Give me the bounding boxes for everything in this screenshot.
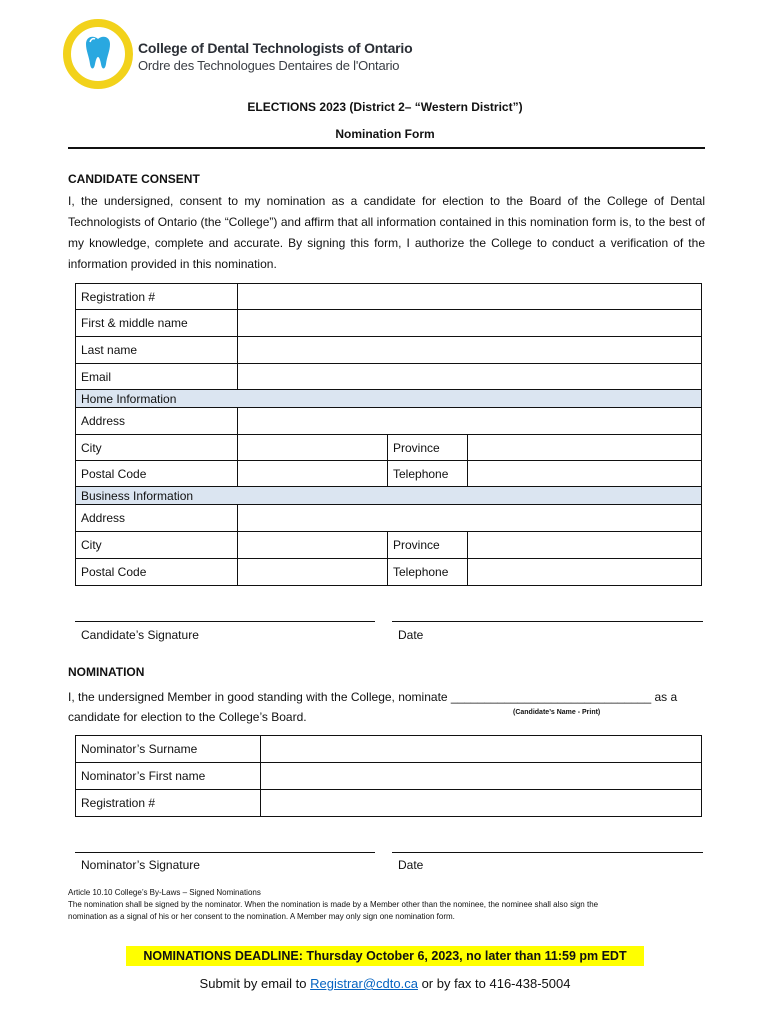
home-telephone-label: Telephone <box>388 461 468 487</box>
nominator-surname-label: Nominator’s Surname <box>76 736 261 763</box>
business-information-header: Business Information <box>76 487 702 505</box>
business-city-label: City <box>76 532 238 559</box>
tooth-icon <box>62 18 134 90</box>
business-address-label: Address <box>76 505 238 532</box>
nominator-first-name-label: Nominator’s First name <box>76 763 261 790</box>
nominations-deadline: NOMINATIONS DEADLINE: Thursday October 6, 2023, no later than 11:59 pm EDT <box>126 946 644 966</box>
nomination-heading: NOMINATION <box>68 665 145 679</box>
home-city-field[interactable] <box>238 435 388 461</box>
home-province-field[interactable] <box>468 435 702 461</box>
nominator-registration-label: Registration # <box>76 790 261 817</box>
form-title: Nomination Form <box>335 127 435 141</box>
last-name-label: Last name <box>76 337 238 364</box>
business-telephone-field[interactable] <box>468 559 702 586</box>
candidate-signature-label: Candidate’s Signature <box>81 628 199 642</box>
business-city-field[interactable] <box>238 532 388 559</box>
nomination-text-line1: I, the undersigned Member in good standing with the College, nominate ______________________________ as a <box>68 690 678 704</box>
home-postal-code-label: Postal Code <box>76 461 238 487</box>
email-label: Email <box>76 364 238 390</box>
home-postal-code-field[interactable] <box>238 461 388 487</box>
home-information-header: Home Information <box>76 390 702 408</box>
home-province-label: Province <box>388 435 468 461</box>
business-province-field[interactable] <box>468 532 702 559</box>
election-title: ELECTIONS 2023 (District 2– “Western District”) <box>247 100 523 114</box>
first-middle-name-field[interactable] <box>238 310 702 337</box>
nominator-signature-label: Nominator’s Signature <box>81 858 200 872</box>
bylaw-text-line2: nomination as a signal of his or her consent to the nomination. A Member may only sign one nomination form. <box>68 912 455 921</box>
registration-field[interactable] <box>238 284 702 310</box>
submit-instructions <box>0 976 770 991</box>
business-address-field[interactable] <box>238 505 702 532</box>
candidate-signature-line[interactable] <box>75 621 375 622</box>
business-province-label: Province <box>388 532 468 559</box>
candidate-date-label: Date <box>398 628 424 642</box>
home-city-label: City <box>76 435 238 461</box>
home-address-field[interactable] <box>238 408 702 435</box>
business-postal-code-field[interactable] <box>238 559 388 586</box>
bylaw-title: Article 10.10 College’s By-Laws – Signed Nominations <box>68 888 261 897</box>
business-telephone-label: Telephone <box>388 559 468 586</box>
candidate-date-line[interactable] <box>392 621 703 622</box>
nominator-signature-line[interactable] <box>75 852 375 853</box>
nomination-text-line2: candidate for election to the College’s Board. <box>68 710 307 724</box>
college-logo <box>62 18 134 90</box>
last-name-field[interactable] <box>238 337 702 364</box>
nominator-first-name-field[interactable] <box>261 763 702 790</box>
home-telephone-field[interactable] <box>468 461 702 487</box>
nominator-info-table <box>75 735 702 817</box>
registrar-email-link[interactable]: Registrar@cdto.ca <box>310 976 418 991</box>
candidate-consent-heading: CANDIDATE CONSENT <box>68 172 200 186</box>
nominator-date-line[interactable] <box>392 852 703 853</box>
registration-label: Registration # <box>76 284 238 310</box>
consent-paragraph: I, the undersigned, consent to my nomination as a candidate for election to the Board of the College of Dental Technologists of Ontario (the “College”) and affirm that all information contained in this nomination form is, to the best of my knowledge, complete and accurate. By signing this form, I authorize the College to conduct a verification of the information provided in this nomination. <box>68 194 705 271</box>
nominator-surname-field[interactable] <box>261 736 702 763</box>
candidate-name-caption: (Candidate’s Name - Print) <box>513 709 601 716</box>
org-name-english: College of Dental Technologists of Ontario <box>138 40 413 56</box>
bylaw-text-line1: The nomination shall be signed by the nominator. When the nomination is made by a Member other than the nominee, the nominee shall also sign the <box>68 900 599 909</box>
first-middle-name-label: First & middle name <box>76 310 238 337</box>
candidate-info-table <box>75 283 702 586</box>
nominator-registration-field[interactable] <box>261 790 702 817</box>
org-name-french: Ordre des Technologues Dentaires de l'Ontario <box>138 58 400 73</box>
email-field[interactable] <box>238 364 702 390</box>
nominator-date-label: Date <box>398 858 424 872</box>
submit-text-suffix: or by fax to 416-438-5004 <box>417 976 571 991</box>
home-address-label: Address <box>76 408 238 435</box>
organization-name <box>138 40 412 73</box>
title-divider <box>68 147 705 149</box>
submit-text-prefix: Submit by email to <box>199 976 311 991</box>
business-postal-code-label: Postal Code <box>76 559 238 586</box>
